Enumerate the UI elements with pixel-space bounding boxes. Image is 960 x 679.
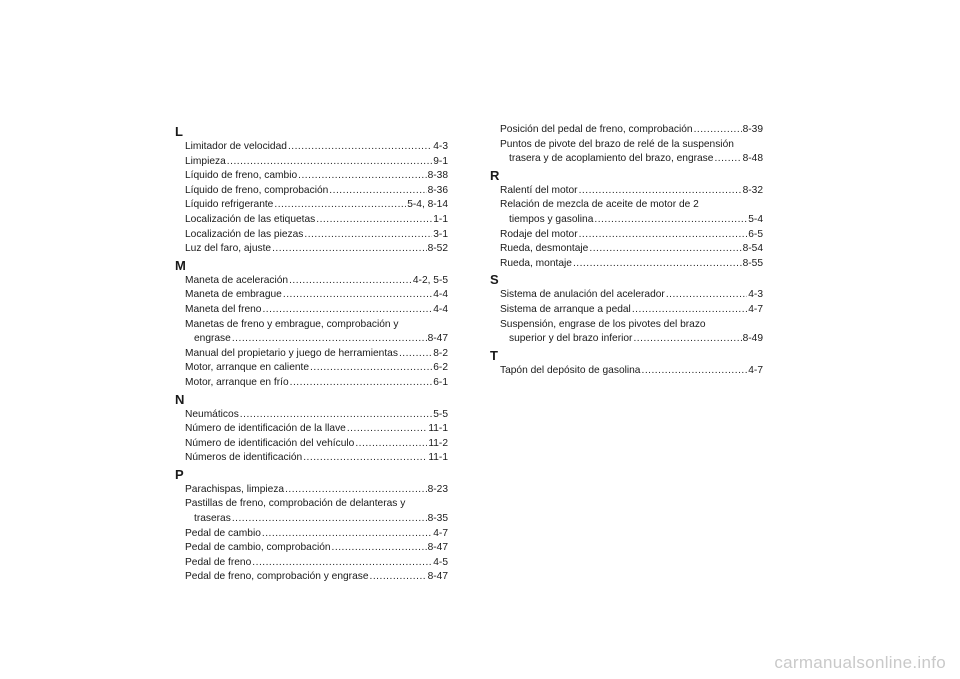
dot-leader (573, 257, 742, 272)
index-entry-text: Maneta de embrague (185, 289, 282, 301)
index-page-reference: 5-5 (433, 408, 448, 420)
index-entry-text: Rueda, desmontaje (500, 243, 589, 255)
index-page-reference: 11-1 (428, 452, 448, 464)
dot-leader (262, 527, 432, 542)
dot-leader (666, 288, 747, 303)
index-page-reference: 8-32 (742, 184, 763, 196)
dot-leader (232, 332, 427, 347)
dot-leader (329, 184, 426, 199)
index-page-reference: 4-7 (748, 303, 763, 315)
index-entry-text: Manetas de freno y embrague, comprobación y (185, 318, 399, 330)
dot-leader (289, 274, 412, 289)
index-entry (487, 228, 763, 243)
dot-leader (232, 512, 427, 527)
index-entry (172, 437, 448, 452)
index-entry-text: Neumáticos (185, 408, 239, 420)
index-page-reference: 6-1 (433, 376, 448, 388)
index-entry (172, 570, 448, 585)
index-page-reference: 4-7 (433, 527, 448, 539)
index-entry (172, 347, 448, 362)
index-entry (172, 541, 448, 556)
index-column-left (172, 123, 448, 585)
index-entry (172, 318, 448, 347)
index-page-reference: 8-35 (427, 513, 448, 525)
index-entry (487, 242, 763, 257)
dot-leader (304, 228, 432, 243)
index-entry-text: Ralentí del motor (500, 184, 578, 196)
index-entry-text: Número de identificación del vehículo (185, 437, 355, 449)
dot-leader (288, 140, 432, 155)
index-entry (172, 228, 448, 243)
index-page-reference: 3-1 (433, 228, 448, 240)
index-entry-text: Sistema de anulación del acelerador (500, 289, 665, 301)
index-page-reference: 6-2 (433, 362, 448, 374)
dot-leader (355, 437, 427, 452)
dot-leader (641, 364, 747, 379)
index-entry (487, 303, 763, 318)
index-entry (172, 483, 448, 498)
index-entry (487, 198, 763, 227)
index-entry-text: Tapón del depósito de gasolina (500, 364, 641, 376)
index-page-reference: 8-47 (427, 333, 448, 345)
index-letter-heading: L (175, 124, 183, 139)
index-page-reference: 8-36 (427, 184, 448, 196)
index-entry-continuation: trasera y de acoplamiento del brazo, engrase (509, 153, 714, 165)
dot-leader (283, 288, 432, 303)
index-entry-text: Número de identificación de la llave (185, 423, 346, 435)
index-entry (172, 274, 448, 289)
index-entry (172, 303, 448, 318)
index-column-right (487, 123, 763, 378)
index-entry-text: Luz del faro, ajuste (185, 243, 272, 255)
index-entry-continuation: tiempos y gasolina (509, 213, 594, 225)
index-entry (172, 556, 448, 571)
dot-leader (714, 152, 741, 167)
index-page-reference: 8-55 (742, 257, 763, 269)
index-entry (487, 184, 763, 199)
dot-leader (316, 213, 432, 228)
dot-leader (274, 198, 406, 213)
index-page-reference: 8-49 (742, 333, 763, 345)
watermark-text: carmanualsonline.info (774, 653, 946, 672)
index-page-reference: 8-38 (427, 170, 448, 182)
dot-leader (290, 376, 433, 391)
index-entry-text: Pedal de freno (185, 556, 252, 568)
dot-leader (252, 556, 432, 571)
dot-leader (579, 184, 742, 199)
index-entry (172, 422, 448, 437)
index-page-reference: 4-7 (748, 364, 763, 376)
index-letter-heading: T (490, 347, 498, 363)
index-page-reference: 8-47 (427, 571, 448, 583)
dot-leader (370, 570, 427, 585)
index-entry-text: Líquido de freno, comprobación (185, 184, 329, 196)
index-entry (172, 184, 448, 199)
index-letter-heading: R (490, 167, 500, 183)
index-entry (487, 318, 763, 347)
dot-leader (285, 483, 427, 498)
index-entry (487, 257, 763, 272)
index-letter-heading: S (490, 272, 499, 288)
index-entry-text: Limpieza (185, 155, 226, 167)
dot-leader (347, 422, 428, 437)
index-entry (172, 155, 448, 170)
index-page-reference: 8-23 (427, 483, 448, 495)
index-entry-continuation: engrase (194, 333, 231, 345)
index-page-reference: 4-3 (433, 141, 448, 152)
index-entry-continuation: superior y del brazo inferior (509, 333, 633, 345)
index-page-reference: 11-1 (428, 423, 448, 435)
index-entry (172, 213, 448, 228)
index-entry (172, 242, 448, 257)
index-page-reference: 8-47 (427, 542, 448, 554)
index-entry-text: Limitador de velocidad (185, 141, 287, 152)
index-letter-heading: N (175, 391, 185, 407)
index-entry-text: Rodaje del motor (500, 228, 578, 240)
dot-leader (240, 408, 432, 423)
index-entry-text: Rueda, montaje (500, 257, 572, 269)
index-entry-text: Puntos de pivote del brazo de relé de la suspensión (500, 138, 734, 150)
index-page-reference: 8-54 (742, 243, 763, 255)
index-entry-text: Pastillas de freno, comprobación de delanteras y (185, 498, 406, 510)
dot-leader (227, 155, 432, 170)
index-entry-text: Motor, arranque en caliente (185, 362, 310, 374)
index-entry-text: Maneta del freno (185, 303, 262, 315)
index-entry (487, 138, 763, 167)
dot-leader (332, 541, 427, 556)
index-entry (172, 198, 448, 213)
index-entry-continuation: traseras (194, 513, 231, 525)
dot-leader (303, 451, 427, 466)
dot-leader (694, 123, 742, 138)
index-entry-text: Líquido de freno, cambio (185, 170, 298, 182)
index-entry (172, 140, 448, 155)
index-entry (172, 169, 448, 184)
dot-leader (310, 361, 432, 376)
index-entry-text: Posición del pedal de freno, comprobación (500, 124, 693, 135)
index-letter-heading: M (175, 257, 186, 273)
index-page-reference: 4-3 (748, 289, 763, 301)
index-page-reference: 8-52 (427, 243, 448, 255)
index-entry-text: Manual del propietario y juego de herramientas (185, 347, 398, 359)
index-entry-text: Pedal de freno, comprobación y engrase (185, 571, 369, 583)
dot-leader (272, 242, 427, 257)
index-entry (487, 364, 763, 379)
index-letter-heading: P (175, 466, 184, 482)
dot-leader (632, 303, 747, 318)
dot-leader (633, 332, 741, 347)
index-entry (487, 123, 763, 138)
index-page-reference: 11-2 (428, 437, 448, 449)
index-page-reference: 8-2 (433, 347, 448, 359)
index-page-reference: 8-48 (742, 153, 763, 165)
index-page-reference: 9-1 (433, 155, 448, 167)
index-entry (172, 497, 448, 526)
index-entry (172, 527, 448, 542)
index-entry-text: Localización de las etiquetas (185, 213, 316, 225)
index-entry-text: Localización de las piezas (185, 228, 304, 240)
index-entry-text: Maneta de aceleración (185, 274, 289, 286)
index-entry-text: Líquido refrigerante (185, 199, 274, 211)
index-entry (172, 288, 448, 303)
index-entry (172, 451, 448, 466)
index-entry (172, 361, 448, 376)
index-page-reference: 4-4 (433, 303, 448, 315)
index-entry-text: Pedal de cambio, comprobación (185, 542, 331, 554)
index-page-reference: 8-39 (742, 124, 763, 135)
dot-leader (399, 347, 432, 362)
index-entry-text: Relación de mezcla de aceite de motor de 2 (500, 199, 699, 211)
dot-leader (579, 228, 748, 243)
index-page-reference: 4-2, 5-5 (412, 274, 448, 286)
index-page-reference: 4-5 (433, 556, 448, 568)
index-entry (487, 288, 763, 303)
index-page-reference: 5-4, 8-14 (407, 199, 448, 211)
index-entry-text: Suspensión, engrase de los pivotes del brazo (500, 318, 706, 330)
index-entry-text: Sistema de arranque a pedal (500, 303, 631, 315)
index-entry-text: Pedal de cambio (185, 527, 261, 539)
index-entry (172, 376, 448, 391)
index-page-reference: 4-4 (433, 289, 448, 301)
index-entry-text: Motor, arranque en frío (185, 376, 289, 388)
index-page-reference: 5-4 (748, 213, 763, 225)
index-entry-text: Números de identificación (185, 452, 303, 464)
dot-leader (594, 213, 747, 228)
dot-leader (262, 303, 432, 318)
index-entry (172, 408, 448, 423)
index-page-reference: 1-1 (433, 213, 448, 225)
index-page-reference: 6-5 (748, 228, 763, 240)
dot-leader (298, 169, 426, 184)
index-entry-text: Parachispas, limpieza (185, 483, 285, 495)
dot-leader (589, 242, 741, 257)
